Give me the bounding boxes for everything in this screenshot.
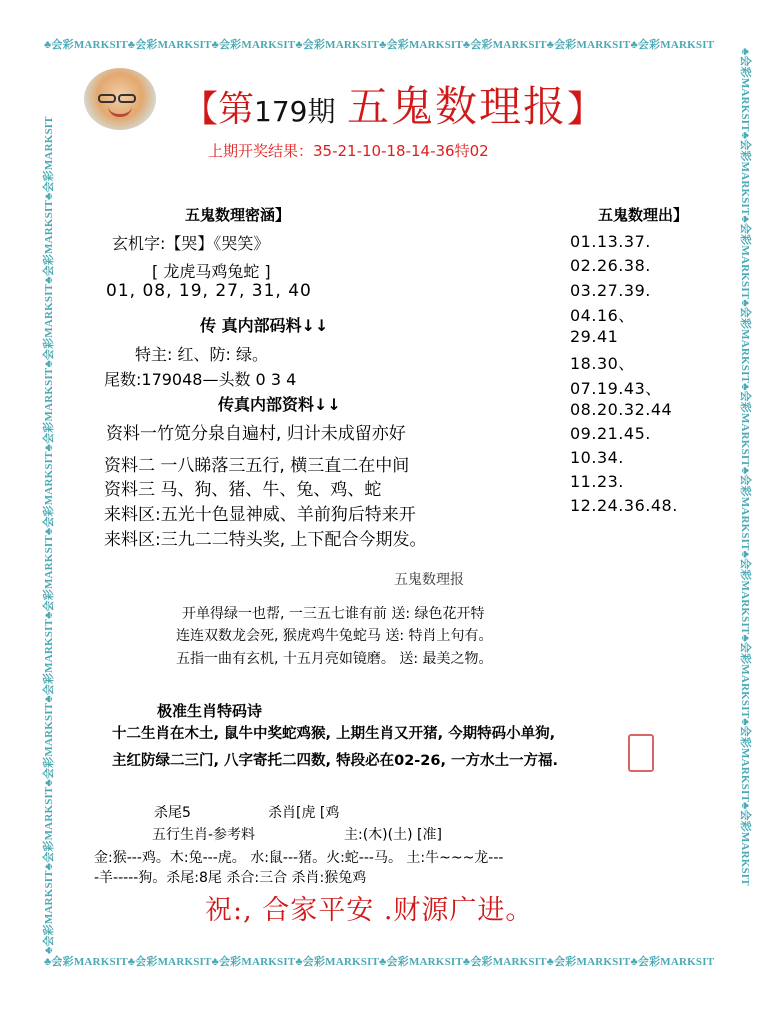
bracket-close: 】	[566, 89, 603, 130]
data-one: 资料一竹笕分泉自遍村, 归计未成留亦好	[106, 424, 406, 444]
issue-title	[182, 74, 603, 134]
right-section-title: 五鬼数理出】	[598, 206, 689, 224]
watermark-border-top: ♣会彩MARKSIT♣会彩MARKSIT♣会彩MARKSIT♣会彩MARKSIT♣会彩MARKSIT♣会彩MARKSIT♣会彩MARKSIT♣会彩MARKSIT	[44, 39, 715, 51]
blessing-text: 祝:, 合家平安 .财源广进。	[205, 895, 534, 926]
number-item: 18.30、	[570, 354, 635, 373]
xuanji-line: 玄机字:【哭】《哭笑》	[112, 234, 270, 253]
poem-line-one: 十二生肖在木土, 鼠牛中奖蛇鸡猴, 上期生肖又开猪, 今期特码小单狗,	[112, 726, 556, 742]
source-two: 来料区:三九二二特头奖, 上下配合今期发。	[104, 530, 427, 550]
middle-line-one: 开单得绿一也帮, 一三五七谁有前 送: 绿色花开特	[182, 606, 485, 622]
middle-line-two: 连连双数龙会死, 猴虎鸡牛兔蛇马 送: 特肖上句有。	[176, 628, 493, 644]
middle-title: 五鬼数理报	[394, 572, 464, 588]
number-item: 12.24.36.48.	[570, 496, 678, 515]
elements-line-two: -羊-----狗。杀尾:8尾 杀合:三合 杀肖:猴兔鸡	[94, 870, 367, 886]
number-item: 09.21.45.	[570, 424, 651, 443]
number-item: 03.27.39.	[570, 281, 651, 300]
glasses-icon	[98, 88, 142, 98]
number-item: 02.26.38.	[570, 256, 651, 275]
wuxing-reference: 五行生肖-参考料	[152, 827, 256, 843]
issue-number: 179	[254, 95, 308, 128]
number-item: 10.34.	[570, 448, 624, 467]
source-one: 来料区:五光十色显神威、羊前狗后特来开	[104, 505, 416, 525]
tail-numbers-line: 尾数:179048—头数 0 3 4	[104, 370, 297, 389]
kill-zodiac: 杀肖[虎 [鸡	[268, 805, 340, 821]
number-item: 29.41	[570, 327, 619, 346]
paper-name: 五鬼数理报	[346, 82, 567, 131]
data-two: 资料二 一八睇落三五行, 横三直二在中间	[104, 456, 410, 476]
middle-line-three: 五指一曲有玄机, 十五月亮如镜磨。 送: 最美之物。	[176, 651, 493, 667]
data-three: 资料三 马、狗、猪、牛、兔、鸡、蛇	[104, 480, 382, 500]
fax-code-heading: 传 真内部码料↓↓	[200, 316, 329, 335]
last-draw-result: 上期开奖结果：35-21-10-18-14-36特02	[208, 142, 489, 160]
watermark-border-bottom: ♣会彩MARKSIT♣会彩MARKSIT♣会彩MARKSIT♣会彩MARKSIT♣会彩MARKSIT♣会彩MARKSIT♣会彩MARKSIT♣会彩MARKSIT	[44, 956, 715, 968]
number-item: 08.20.32.44	[570, 400, 673, 419]
number-item: 07.19.43、	[570, 379, 662, 398]
kill-tail: 杀尾5	[154, 805, 191, 821]
number-item: 11.23.	[570, 472, 624, 491]
elements-line: 金:猴---鸡。木:兔---虎。 水:鼠---猪。火:蛇---马。 土:牛~~~龙---	[94, 850, 504, 866]
zodiac-group: [ 龙虎马鸡兔蛇 ]	[152, 262, 271, 281]
watermark-border-left: ♣会彩MARKSIT♣会彩MARKSIT♣会彩MARKSIT♣会彩MARKSIT♣会彩MARKSIT♣会彩MARKSIT♣会彩MARKSIT♣会彩MARKSIT♣会彩MARKSIT♣会彩MARKSIT	[43, 116, 55, 954]
issue-suffix: 期	[307, 95, 336, 128]
poem-title: 极准生肖特码诗	[157, 702, 263, 720]
watermark-border-right: ♣会彩MARKSIT♣会彩MARKSIT♣会彩MARKSIT♣会彩MARKSIT♣会彩MARKSIT♣会彩MARKSIT♣会彩MARKSIT♣会彩MARKSIT♣会彩MARKSIT♣会彩MARKSIT	[739, 48, 751, 886]
poem-line-two: 主红防绿二三门, 八字寄托二四数, 特段必在02-26, 一方水土一方福.	[112, 753, 559, 769]
fax-info-heading: 传真内部资料↓↓	[218, 395, 341, 414]
number-item: 01.13.37.	[570, 232, 651, 251]
smile-icon	[108, 106, 132, 117]
numbers-line: 01, 08, 19, 27, 31, 40	[106, 281, 312, 301]
bracket-open: 【第	[182, 89, 255, 130]
author-portrait	[84, 68, 156, 130]
left-section-title: 五鬼数理密涵】	[185, 206, 291, 224]
red-seal-stamp	[628, 734, 654, 772]
number-item: 04.16、	[570, 306, 635, 325]
special-main-line: 特主: 红、防: 绿。	[135, 345, 268, 364]
main-element: 主:(木)(土) [准]	[344, 827, 442, 843]
